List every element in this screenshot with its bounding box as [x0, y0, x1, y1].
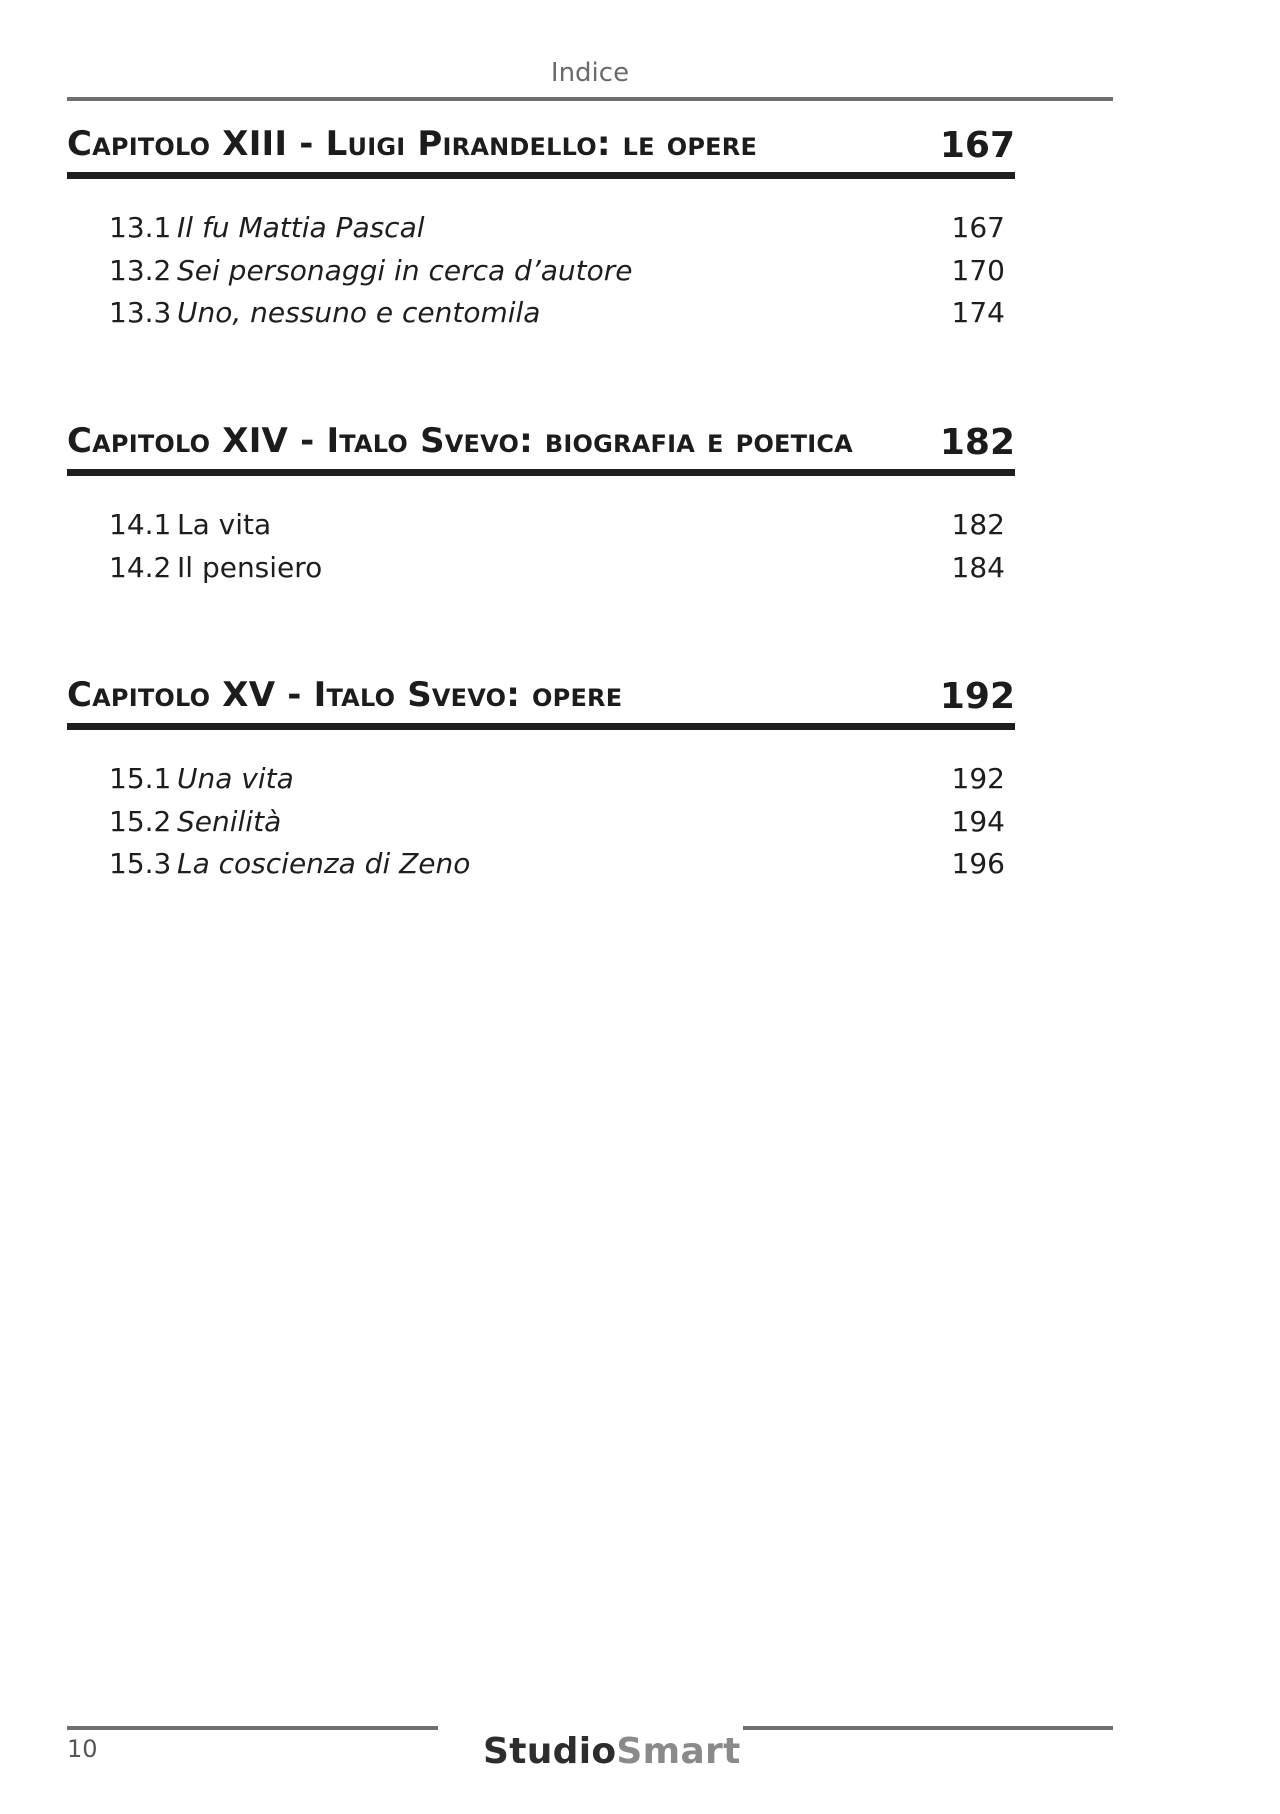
chapter-title: Capitolo XIV - Italo Svevo: biografia e poetica: [67, 421, 853, 461]
toc-entry-list: [67, 504, 1015, 589]
entry-number: 13.3: [109, 296, 172, 329]
chapter-section: [67, 417, 1015, 589]
chapter-heading: [67, 671, 1015, 723]
chapter-page-number: 192: [939, 676, 1015, 717]
entry-page-number: 194: [951, 804, 1005, 838]
chapter-section: [67, 120, 1015, 335]
entry-page-number: 182: [951, 508, 1005, 541]
chapter-title: Capitolo XV - Italo Svevo: opere: [67, 675, 623, 715]
entry-title: Il pensiero: [177, 550, 323, 584]
chapter-title: Capitolo XIII - Luigi Pirandello: le opere: [67, 124, 758, 164]
brand-logo: [483, 1731, 741, 1772]
entry-number: 15.3: [109, 847, 172, 880]
entry-number: 13.1: [109, 211, 172, 244]
chapter-rule: [67, 172, 1015, 179]
entry-page-number: 170: [951, 253, 1005, 287]
entry-number: 14.1: [109, 508, 172, 541]
toc-entry: [67, 547, 1015, 590]
entry-title: La coscienza di Zeno: [177, 847, 471, 880]
brand-logo-part1: Studio: [483, 1731, 617, 1772]
entry-page-number: 196: [951, 847, 1005, 880]
header-rule: [67, 97, 1113, 101]
toc-entry: [67, 801, 1015, 844]
entry-number: 13.2: [109, 253, 172, 287]
page-number: 10: [67, 1735, 98, 1763]
chapter-rule: [67, 723, 1015, 730]
entry-number: 15.1: [109, 762, 172, 795]
chapter-rule: [67, 469, 1015, 476]
toc-entry: [67, 504, 1015, 547]
chapter-section: [67, 671, 1015, 886]
running-header: Indice: [550, 58, 630, 88]
entry-title: La vita: [177, 508, 272, 541]
entry-number: 15.2: [109, 804, 172, 838]
toc-entry: [67, 207, 1015, 250]
chapter-page-number: 167: [939, 125, 1015, 166]
chapter-heading: [67, 417, 1015, 469]
entry-title: Sei personaggi in cerca d’autore: [177, 253, 633, 287]
brand-logo-part2: Smart: [616, 1731, 741, 1772]
chapter-heading: [67, 120, 1015, 172]
footer-rule-right: [743, 1726, 1113, 1730]
chapter-page-number: 182: [939, 422, 1015, 463]
entry-title: Il fu Mattia Pascal: [177, 211, 425, 244]
toc-entry: [67, 250, 1015, 293]
toc-entry: [67, 758, 1015, 801]
entry-title: Una vita: [177, 762, 294, 795]
entry-page-number: 184: [951, 550, 1005, 584]
toc-entry: [67, 292, 1015, 335]
toc-entry-list: [67, 758, 1015, 886]
entry-title: Senilità: [177, 804, 282, 838]
toc-entry-list: [67, 207, 1015, 335]
entry-number: 14.2: [109, 550, 172, 584]
toc-entry: [67, 843, 1015, 886]
footer-rule-left: [67, 1726, 438, 1730]
entry-page-number: 192: [951, 762, 1005, 795]
entry-page-number: 167: [951, 211, 1005, 244]
entry-page-number: 174: [951, 296, 1005, 329]
entry-title: Uno, nessuno e centomila: [177, 296, 541, 329]
